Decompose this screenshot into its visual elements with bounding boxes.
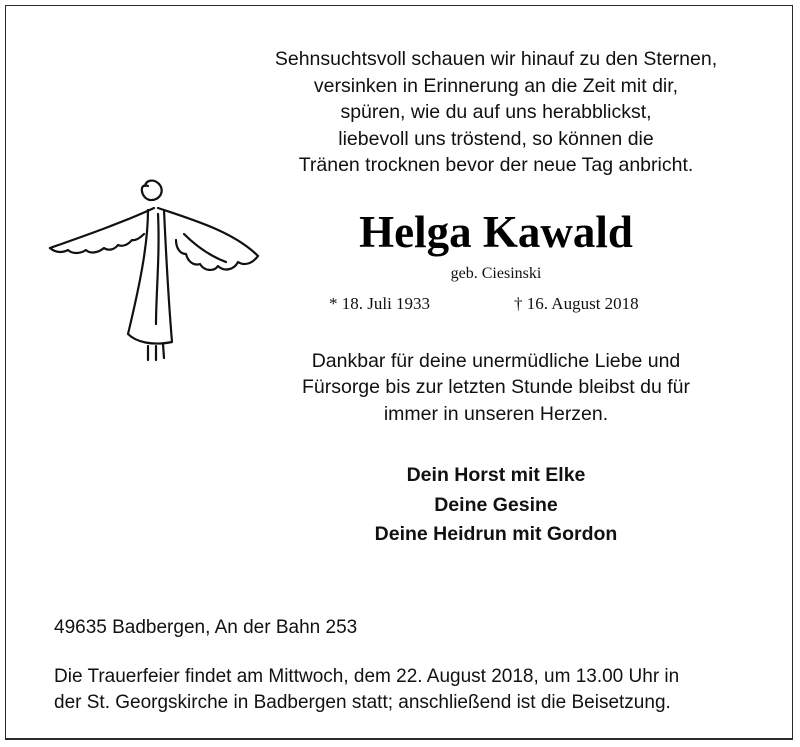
poem-line: spüren, wie du auf uns herabblickst, (340, 101, 652, 124)
poem-line: Sehnsuchtsvoll schauen wir hinauf zu den Sternen, (274, 48, 718, 70)
family-signatures (246, 461, 746, 550)
service-line: der St. Georgskirche in Badbergen statt; anschließend ist die Beisetzung. (54, 692, 671, 713)
poem-line: liebevoll uns tröstend, so können die (338, 127, 654, 150)
service-line: Die Trauerfeier findet am Mittwoch, dem 22. August 2018, um 13.00 Uhr in (54, 666, 680, 687)
thanks-text (246, 348, 746, 427)
service-info (54, 664, 794, 716)
poem-line: versinken in Erinnerung an die Zeit mit dir, (313, 74, 679, 97)
address: 49635 Badbergen, An der Bahn 253 (54, 617, 358, 638)
death-date: † 16. August 2018 (514, 294, 639, 313)
family-line: Dein Horst mit Elke (406, 464, 586, 486)
thanks-line: Dankbar für deine unermüdliche Liebe und (311, 350, 681, 372)
birth-name: geb. Ciesinski (450, 265, 542, 282)
angel-icon (44, 174, 264, 374)
obituary-frame (5, 5, 793, 740)
poem (206, 46, 786, 179)
family-line: Deine Heidrun mit Gordon (374, 523, 618, 545)
thanks-line: immer in unseren Herzen. (383, 402, 609, 425)
deceased-name: Helga Kawald (359, 207, 633, 257)
birth-date: * 18. Juli 1933 (329, 294, 431, 313)
poem-line: Tränen trocknen bevor der neue Tag anbricht. (298, 154, 694, 177)
thanks-line: Fürsorge bis zur letzten Stunde bleibst du für (301, 376, 691, 399)
family-line: Deine Gesine (434, 493, 558, 516)
